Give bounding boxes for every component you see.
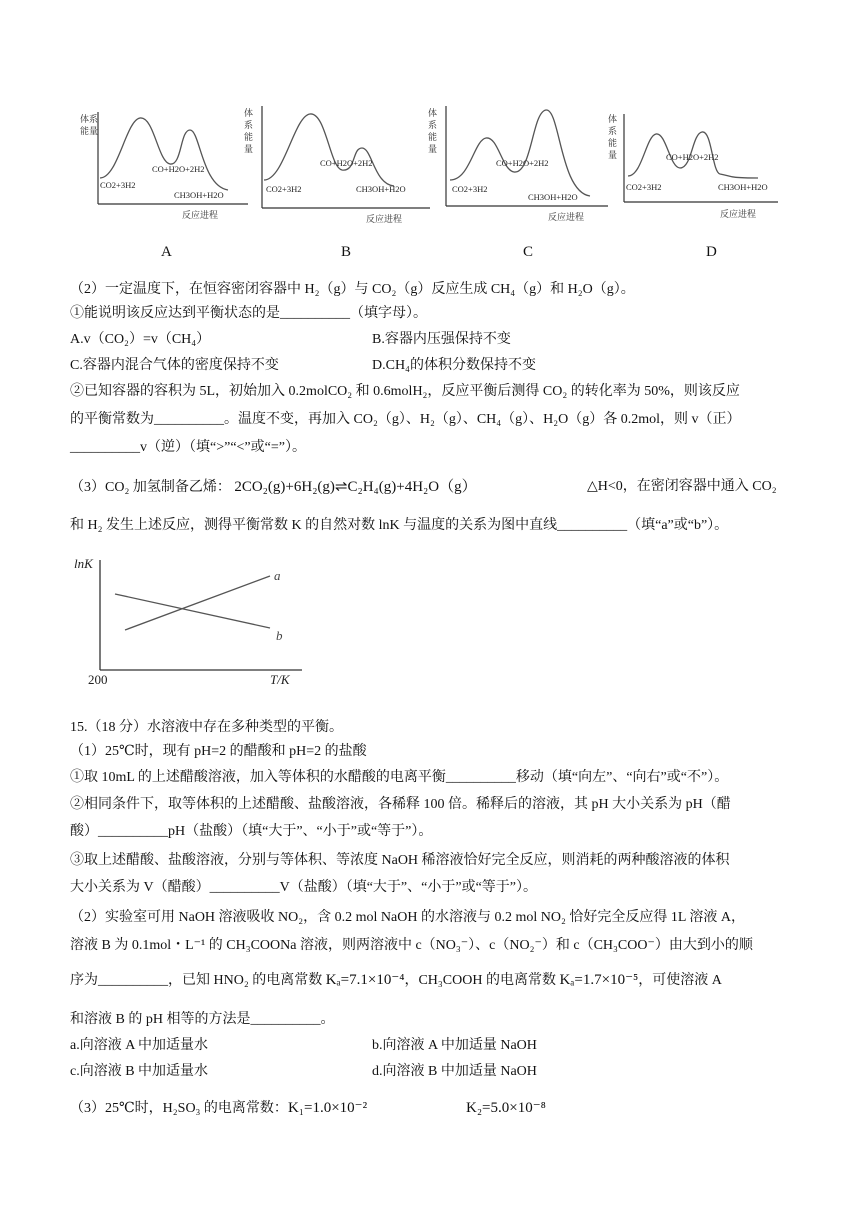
q15-part1-3b: 大小关系为 V（醋酸）__________V（盐酸）（填“大于”、“小于”或“等于”）。 bbox=[70, 880, 538, 895]
q15-option-d: d.向溶液 B 中加适量 NaOH bbox=[372, 1064, 537, 1079]
line-a bbox=[125, 576, 270, 630]
x-axis-label: 反应进程 bbox=[720, 210, 757, 220]
intermediate-label: CO+H2O+2H2 bbox=[496, 158, 549, 168]
option-label-a: A bbox=[161, 244, 172, 260]
q15-option-a: a.向溶液 A 中加适量水 bbox=[70, 1038, 209, 1053]
q3-suffix: △H<0，在密闭容器中通入 CO₂ bbox=[587, 479, 777, 494]
x-axis-label: 反应进程 bbox=[366, 215, 403, 225]
q15-part1-2a: ②相同条件下，取等体积的上述醋酸、盐酸溶液，各稀释 100 倍。稀释后的溶液，其 pH 大小关系为 pH（醋 bbox=[70, 797, 731, 812]
y-axis-label: lnK bbox=[74, 556, 93, 571]
h2so3-k1: K₁=1.0×10⁻² bbox=[287, 1100, 368, 1116]
line-b-label: b bbox=[276, 628, 283, 643]
y-axis-label: 量 bbox=[608, 151, 618, 161]
q2-option-b: B.容器内压强保持不变 bbox=[372, 332, 511, 347]
intermediate-label: CO+H2O+2H2 bbox=[320, 158, 373, 168]
q3-equation: 2CO₂(g)+6H₂(g)⇌C₂H₄(g)+4H₂O（g） bbox=[234, 479, 477, 495]
reactants-label: CO2+3H2 bbox=[452, 184, 488, 194]
energy-diagram-a bbox=[78, 100, 253, 222]
q15-part2b: 溶液 B 为 0.1mol・L⁻¹ 的 CH₃COONa 溶液，则两溶液中 c（NO₃⁻）、c（NO₂⁻）和 c（CH₃COO⁻）由大到小的顺 bbox=[70, 938, 753, 953]
line-a-label: a bbox=[274, 568, 281, 583]
reactants-label: CO2+3H2 bbox=[266, 184, 302, 194]
q2-part2-line3: __________v（逆）（填“>”“<”或“=”）。 bbox=[70, 440, 306, 455]
q15-part3-text: （3）25℃时，H₂SO₃ 的电离常数： bbox=[70, 1101, 288, 1116]
q2-stem: （2）一定温度下，在恒容密闭容器中 H₂（g）与 CO₂（g）反应生成 CH₄（g）和 H₂O（g）。 bbox=[70, 282, 635, 297]
q3-line1 bbox=[70, 477, 477, 498]
q15-part2d: 和溶液 B 的 pH 相等的方法是__________。 bbox=[70, 1012, 335, 1027]
intermediate-label: CO+H2O+2H2 bbox=[666, 152, 719, 162]
q2-part2-line1: ②已知容器的容积为 5L，初始加入 0.2molCO₂ 和 0.6molH₂，反应平衡后测得 CO₂ 的转化率为 50%，则该反应 bbox=[70, 384, 740, 399]
q15-part2c-text1: 序为__________，已知 HNO₂ 的电离常数 bbox=[70, 973, 326, 988]
energy-diagram-c bbox=[428, 100, 613, 230]
q3-prefix: （3）CO₂ 加氢制备乙烯： bbox=[70, 480, 231, 495]
y-axis-label: 能 bbox=[244, 133, 254, 143]
q15-part2c-text2: ，CH₃COOH 的电离常数 bbox=[404, 973, 560, 988]
y-axis-label: 能 bbox=[428, 133, 438, 143]
q15-part3 bbox=[70, 1098, 367, 1119]
reactants-label: CO2+3H2 bbox=[626, 182, 662, 192]
q15-part2c bbox=[70, 970, 722, 991]
y-axis-label: 系 bbox=[244, 121, 254, 131]
line-b bbox=[115, 594, 270, 628]
q2-part2-line2: 的平衡常数为__________。温度不变，再加入 CO₂（g）、H₂（g）、CH₄（g）、H₂O（g）各 0.2mol，则 v（正） bbox=[70, 412, 741, 427]
x-axis-label: T/K bbox=[270, 672, 290, 687]
q2-part1: ①能说明该反应达到平衡状态的是__________（填字母）。 bbox=[70, 306, 427, 321]
q15-part1-2b: 酸）__________pH（盐酸）（填“大于”、“小于”或“等于”）。 bbox=[70, 824, 433, 839]
q15-part1-3a: ③取上述醋酸、盐酸溶液，分别与等体积、等浓度 NaOH 稀溶液恰好完全反应，则消耗的两种酸溶液的体积 bbox=[70, 853, 730, 868]
q15-part1-1: ①取 10mL 的上述醋酸溶液，加入等体积的水醋酸的电离平衡__________移动（填“向左”、“向右”或“不”）。 bbox=[70, 770, 729, 785]
y-axis-label: 体 bbox=[244, 109, 254, 119]
q3-line2: 和 H₂ 发生上述反应，测得平衡常数 K 的自然对数 lnK 与温度的关系为图中直线__________（填“a”或“b”）。 bbox=[70, 518, 729, 533]
q15-part2c-text3: ，可使溶液 A bbox=[638, 973, 722, 988]
q2-option-c: C.容器内混合气体的密度保持不变 bbox=[70, 358, 279, 373]
option-label-b: B bbox=[341, 244, 352, 260]
q15-part2a: （2）实验室可用 NaOH 溶液吸收 NO₂，含 0.2 mol NaOH 的水溶液与 0.2 mol NO₂ 恰好完全反应得 1L 溶液 A， bbox=[70, 910, 745, 925]
origin-label: 200 bbox=[88, 672, 108, 687]
hno2-ka: Kₐ=7.1×10⁻⁴ bbox=[325, 972, 405, 988]
y-axis-label: 体 bbox=[608, 115, 618, 125]
lnk-temperature-graph bbox=[70, 552, 310, 697]
y-axis-label: 量 bbox=[244, 145, 254, 155]
q2-option-a: A.v（CO₂）=v（CH₄） bbox=[70, 332, 211, 347]
products-label: CH3OH+H2O bbox=[718, 182, 768, 192]
y-axis-label: 体系 bbox=[80, 115, 99, 125]
products-label: CH3OH+H2O bbox=[356, 184, 406, 194]
y-axis-label: 体 bbox=[428, 109, 438, 119]
option-label-c: C bbox=[523, 244, 534, 260]
y-axis-label: 能量 bbox=[80, 127, 99, 137]
q15-option-c: c.向溶液 B 中加适量水 bbox=[70, 1064, 209, 1079]
q15-part1: （1）25℃时，现有 pH=2 的醋酸和 pH=2 的盐酸 bbox=[70, 744, 367, 759]
h2so3-k2: K₂=5.0×10⁻⁸ bbox=[466, 1100, 546, 1116]
y-axis-label: 系 bbox=[428, 121, 438, 131]
ch3cooh-ka: Kₐ=1.7×10⁻⁵ bbox=[559, 972, 639, 988]
y-axis-label: 系 bbox=[608, 127, 618, 137]
y-axis-label: 量 bbox=[428, 145, 438, 155]
option-label-d: D bbox=[706, 244, 717, 260]
intermediate-label: CO+H2O+2H2 bbox=[152, 164, 205, 174]
reactants-label: CO2+3H2 bbox=[100, 180, 136, 190]
products-label: CH3OH+H2O bbox=[528, 192, 578, 202]
energy-diagram-d bbox=[608, 110, 783, 225]
energy-diagram-b bbox=[244, 100, 434, 230]
products-label: CH3OH+H2O bbox=[174, 190, 224, 200]
q15-option-b: b.向溶液 A 中加适量 NaOH bbox=[372, 1038, 537, 1053]
x-axis-label: 反应进程 bbox=[182, 211, 219, 221]
q2-option-d: D.CH₄的体积分数保持不变 bbox=[372, 358, 536, 373]
x-axis-label: 反应进程 bbox=[548, 213, 585, 223]
y-axis-label: 能 bbox=[608, 139, 618, 149]
q15-title: 15.（18 分）水溶液中存在多种类型的平衡。 bbox=[70, 720, 343, 735]
